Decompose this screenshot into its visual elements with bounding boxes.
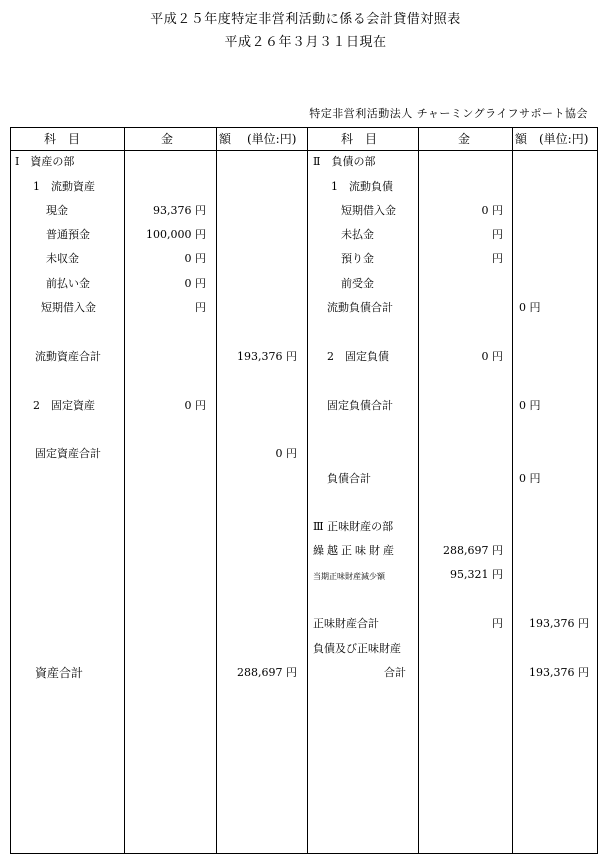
current-assets-total-label: 流動資産合計: [35, 350, 101, 363]
advance-label: 前受金: [341, 277, 374, 290]
fixed-liabilities-total-label: 固定負債合計: [327, 399, 393, 412]
header-unit-right: (単位:円): [539, 132, 589, 146]
fixed-assets-total-label: 固定資産合計: [35, 447, 101, 460]
receivable-value: 0 円: [184, 252, 206, 265]
header-amount-right-1: 金: [458, 132, 471, 146]
cash-label: 現金: [46, 204, 68, 217]
assets-total-label: 資産合計: [35, 666, 84, 680]
net-assets-total-label: 正味財産合計: [313, 617, 379, 630]
current-assets-heading: 1 流動資産: [33, 180, 95, 193]
unpaid-value: 円: [492, 228, 503, 241]
column-divider: [124, 128, 125, 853]
carried-net-assets-value: 288,697 円: [443, 544, 503, 557]
header-subject-right: 科 目: [341, 132, 378, 146]
assets-section-heading: Ⅰ 資産の部: [15, 155, 75, 168]
carried-net-assets-label: 繰越正味財産: [313, 544, 397, 557]
fixed-liabilities-heading: 2 固定負債: [327, 350, 389, 363]
prepaid-label: 前払い金: [46, 277, 90, 290]
current-liabilities-total-label: 流動負債合計: [327, 301, 393, 314]
net-decrease-label: 当期正味財産減少額: [313, 572, 385, 581]
balance-sheet-table: [10, 127, 598, 854]
current-assets-total-value: 193,376 円: [237, 350, 297, 363]
net-decrease-value: 95,321 円: [450, 568, 503, 581]
liab-shortloan-value: 0 円: [481, 204, 503, 217]
current-liabilities-total-value: 0 円: [519, 301, 541, 314]
asset-shortloan-value: 円: [195, 301, 206, 314]
prepaid-value: 0 円: [184, 277, 206, 290]
cash-value: 93,376 円: [153, 204, 206, 217]
current-liabilities-heading: 1 流動負債: [331, 180, 393, 193]
unpaid-label: 未払金: [341, 228, 374, 241]
deposit-label: 普通預金: [46, 228, 90, 241]
net-assets-section-heading: Ⅲ 正味財産の部: [313, 520, 394, 533]
document-date: 平成２６年３月３１日現在: [224, 35, 387, 50]
column-divider: [512, 128, 513, 853]
net-assets-total-sub-value: 円: [492, 617, 503, 630]
fixed-liabilities-total-value: 0 円: [519, 399, 541, 412]
receivable-label: 未収金: [46, 252, 79, 265]
deposit-value: 100,000 円: [146, 228, 206, 241]
net-assets-total-value: 193,376 円: [529, 617, 589, 630]
grand-total-value: 193,376 円: [529, 666, 589, 679]
column-divider: [307, 128, 308, 853]
grand-total-label-line2: 合計: [384, 666, 406, 679]
column-divider: [418, 128, 419, 853]
document-title: 平成２５年度特定非営利活動に係る会計貸借対照表: [150, 12, 461, 27]
header-amount-right-2: 額: [515, 132, 528, 146]
fixed-assets-value: 0 円: [184, 399, 206, 412]
deposits-label: 預り金: [341, 252, 374, 265]
deposits-value: 円: [492, 252, 503, 265]
assets-total-value: 288,697 円: [237, 666, 297, 679]
liabilities-section-heading: Ⅱ 負債の部: [313, 155, 376, 168]
liabilities-total-value: 0 円: [519, 472, 541, 485]
header-amount-left-2: 額: [219, 132, 232, 146]
grand-total-label-line1: 負債及び正味財産: [313, 642, 401, 655]
header-unit-left: (単位:円): [247, 132, 297, 146]
liabilities-total-label: 負債合計: [327, 472, 371, 485]
header-divider: [11, 150, 597, 151]
fixed-assets-total-value: 0 円: [275, 447, 297, 460]
column-divider: [216, 128, 217, 853]
organization-name: 特定非営利活動法人 チャーミングライフサポート協会: [309, 107, 588, 120]
fixed-assets-heading: 2 固定資産: [33, 399, 95, 412]
asset-shortloan-label: 短期借入金: [41, 301, 96, 314]
fixed-liabilities-value: 0 円: [481, 350, 503, 363]
header-subject-left: 科 目: [44, 132, 81, 146]
header-amount-left-1: 金: [161, 132, 174, 146]
liab-shortloan-label: 短期借入金: [341, 204, 396, 217]
